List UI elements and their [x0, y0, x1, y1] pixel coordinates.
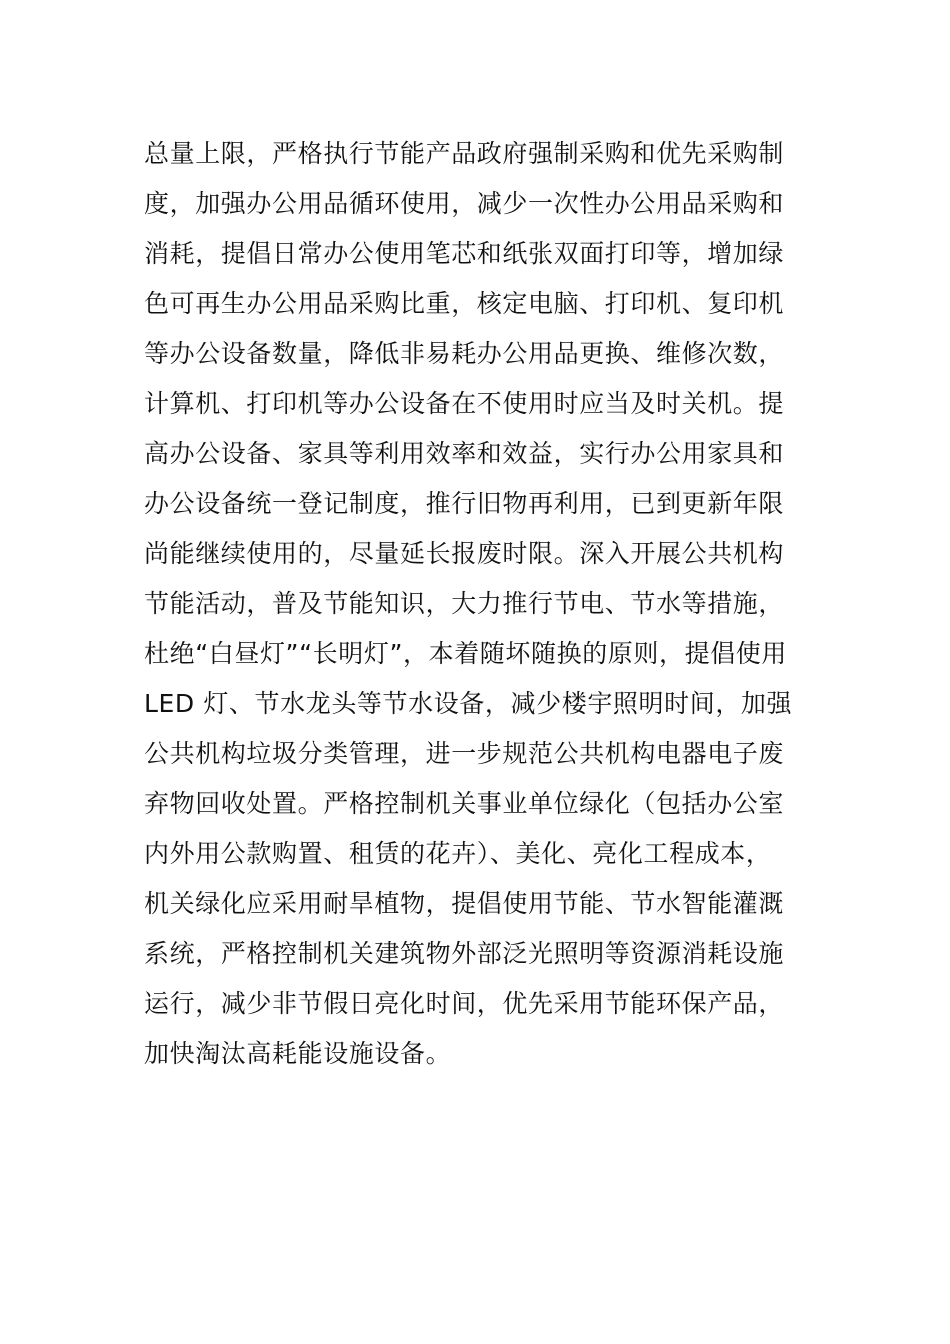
text-line: 内外用公款购置、租赁的花卉）、美化、亮化工程成本， [144, 839, 772, 868]
text-line: 公共机构垃圾分类管理，进一步规范公共机构电器电子废 [144, 739, 785, 768]
text-line: 消耗，提倡日常办公使用笔芯和纸张双面打印等，增加绿 [144, 239, 785, 268]
text-line: 机关绿化应采用耐旱植物，提倡使用节能、节水智能灌溉 [144, 889, 785, 918]
text-line: 度，加强办公用品循环使用，减少一次性办公用品采购和 [144, 189, 785, 218]
text-line: 计算机、打印机等办公设备在不使用时应当及时关机。提 [144, 389, 785, 418]
text-line: 办公设备统一登记制度，推行旧物再利用，已到更新年限 [144, 489, 785, 518]
text-line: 加快淘汰高耗能设施设备。 [144, 1039, 452, 1068]
text-line: LED 灯、节水龙头等节水设备，减少楼宇照明时间，加强 [144, 689, 793, 718]
text-line: 运行，减少非节假日亮化时间，优先采用节能环保产品， [144, 989, 785, 1018]
text-line: 节能活动，普及节能知识，大力推行节电、节水等措施， [144, 589, 785, 618]
text-line: 弃物回收处置。严格控制机关事业单位绿化（包括办公室 [144, 789, 785, 818]
text-line: 系统，严格控制机关建筑物外部泛光照明等资源消耗设施 [144, 939, 785, 968]
body-paragraph [144, 129, 824, 1079]
text-line: 杜绝“白昼灯”“长明灯”，本着随坏随换的原则，提倡使用 [144, 639, 788, 668]
text-line: 高办公设备、家具等利用效率和效益，实行办公用家具和 [144, 439, 785, 468]
text-line: 色可再生办公用品采购比重，核定电脑、打印机、复印机 [144, 289, 785, 318]
text-line: 尚能继续使用的，尽量延长报废时限。深入开展公共机构 [144, 539, 785, 568]
text-line: 等办公设备数量，降低非易耗办公用品更换、维修次数， [144, 339, 785, 368]
text-line: 总量上限，严格执行节能产品政府强制采购和优先采购制 [144, 139, 785, 168]
